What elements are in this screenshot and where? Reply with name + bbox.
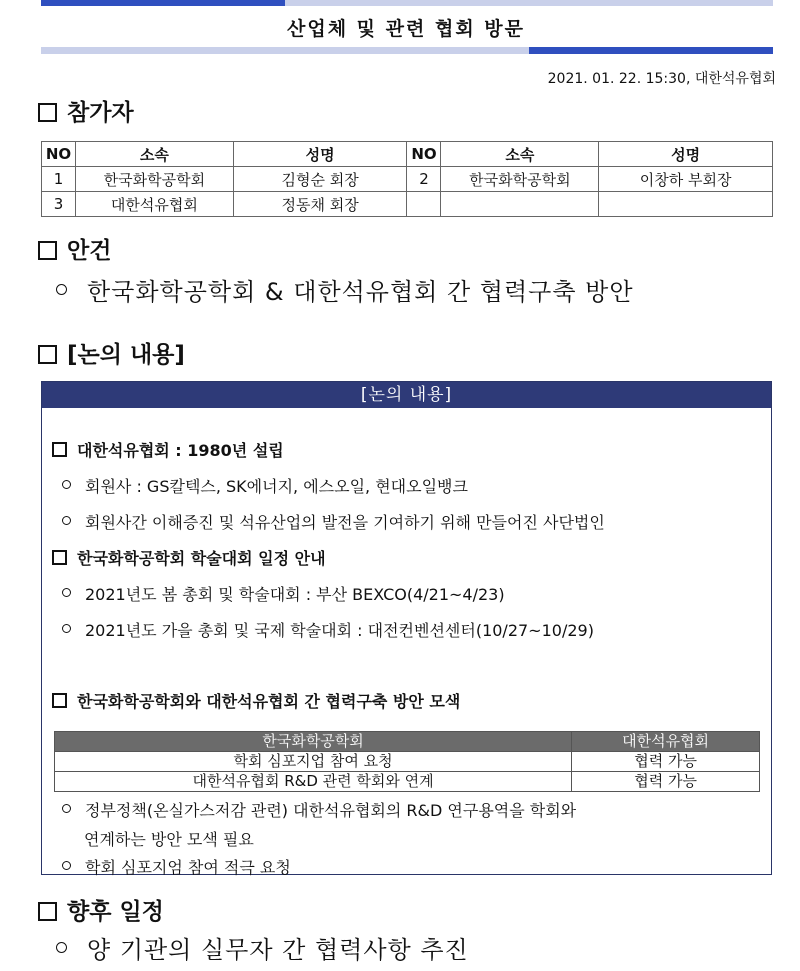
cell: 학회 심포지업 참여 요청 bbox=[55, 752, 572, 772]
panel-header: [논의 내용] bbox=[42, 382, 771, 408]
cell: 한국화학공학회 bbox=[441, 167, 599, 192]
cell: 정동채 회장 bbox=[233, 192, 407, 217]
checkbox-square-icon bbox=[38, 902, 57, 921]
page-title: 산업체 및 관련 협회 방문 bbox=[287, 18, 525, 40]
topic-title: 한국화학공학회 학술대회 일정 안내 bbox=[52, 546, 326, 569]
table-row bbox=[55, 752, 760, 772]
checkbox-square-icon bbox=[52, 550, 67, 565]
top-bar-dark bbox=[41, 0, 285, 6]
list-item: 회원사간 이해증진 및 석유산업의 발전을 기여하기 위해 만들어진 사단법인 bbox=[62, 510, 605, 533]
list-item: 회원사 : GS칼텍스, SK에너지, 에스오일, 현대오일뱅크 bbox=[62, 474, 468, 497]
col-name: 성명 bbox=[233, 142, 407, 167]
col-affiliation: 소속 bbox=[441, 142, 599, 167]
col-no: NO bbox=[407, 142, 441, 167]
table-row bbox=[42, 167, 773, 192]
list-item-continuation: 연계하는 방안 모색 필요 bbox=[84, 830, 254, 849]
circle-bullet-icon bbox=[62, 480, 71, 489]
list-item: 2021년도 봄 총회 및 학술대회 : 부산 BEXCO(4/21~4/23) bbox=[62, 582, 505, 605]
cell: 3 bbox=[42, 192, 76, 217]
cell: 협력 가능 bbox=[572, 752, 760, 772]
cooperation-table bbox=[54, 731, 760, 792]
list-item: 학회 심포지엄 참여 적극 요청 bbox=[62, 855, 291, 878]
col-affiliation: 소속 bbox=[75, 142, 233, 167]
cell: 한국화학공학회 bbox=[75, 167, 233, 192]
table-header-row bbox=[55, 732, 760, 752]
discussion-panel bbox=[41, 381, 772, 875]
list-item: 정부정책(온실가스저감 관련) 대한석유협회의 R&D 연구용역을 학회와 bbox=[62, 798, 576, 821]
checkbox-square-icon bbox=[38, 103, 57, 122]
section-schedule: 향후 일정 bbox=[38, 893, 164, 926]
circle-bullet-icon bbox=[62, 624, 71, 633]
schedule-item: 양 기관의 실무자 간 협력사항 추진 bbox=[56, 930, 469, 965]
col-kpa: 대한석유협회 bbox=[572, 732, 760, 752]
agenda-item: 한국화학공학회 & 대한석유협회 간 협력구축 방안 bbox=[56, 272, 634, 307]
cell: 대한석유협회 R&D 관련 학회와 연계 bbox=[55, 772, 572, 792]
col-kiche: 한국화학공학회 bbox=[55, 732, 572, 752]
circle-bullet-icon bbox=[62, 516, 71, 525]
list-item: 2021년도 가을 총회 및 국제 학술대회 : 대전컨벤션센터(10/27~10/29) bbox=[62, 618, 594, 641]
top-bar-light bbox=[285, 0, 773, 6]
table-row bbox=[55, 772, 760, 792]
cell bbox=[407, 192, 441, 217]
participants-table bbox=[41, 141, 773, 217]
circle-bullet-icon bbox=[62, 588, 71, 597]
circle-bullet-icon bbox=[56, 942, 67, 953]
checkbox-square-icon bbox=[52, 442, 67, 457]
cell: 협력 가능 bbox=[572, 772, 760, 792]
checkbox-square-icon bbox=[52, 693, 67, 708]
col-name: 성명 bbox=[599, 142, 773, 167]
cell bbox=[599, 192, 773, 217]
col-no: NO bbox=[42, 142, 76, 167]
topic-title: 대한석유협회 : 1980년 설립 bbox=[52, 438, 284, 461]
cell: 대한석유협회 bbox=[75, 192, 233, 217]
title-bar-dark bbox=[529, 47, 773, 54]
topic-title: 한국화학공학회와 대한석유협회 간 협력구축 방안 모색 bbox=[52, 689, 460, 712]
checkbox-square-icon bbox=[38, 345, 57, 364]
cell: 2 bbox=[407, 167, 441, 192]
section-discussion: [논의 내용] bbox=[38, 336, 185, 369]
cell bbox=[441, 192, 599, 217]
section-agenda: 안건 bbox=[38, 232, 111, 265]
cell: 김형순 회장 bbox=[233, 167, 407, 192]
cell: 이창하 부회장 bbox=[599, 167, 773, 192]
section-participants: 참가자 bbox=[38, 94, 134, 127]
checkbox-square-icon bbox=[38, 241, 57, 260]
circle-bullet-icon bbox=[56, 284, 67, 295]
circle-bullet-icon bbox=[62, 804, 71, 813]
cell: 1 bbox=[42, 167, 76, 192]
table-row bbox=[42, 192, 773, 217]
date-line: 2021. 01. 22. 15:30, 대한석유협회 bbox=[547, 71, 776, 87]
table-header-row bbox=[42, 142, 773, 167]
title-bar-light bbox=[41, 47, 529, 54]
circle-bullet-icon bbox=[62, 861, 71, 870]
